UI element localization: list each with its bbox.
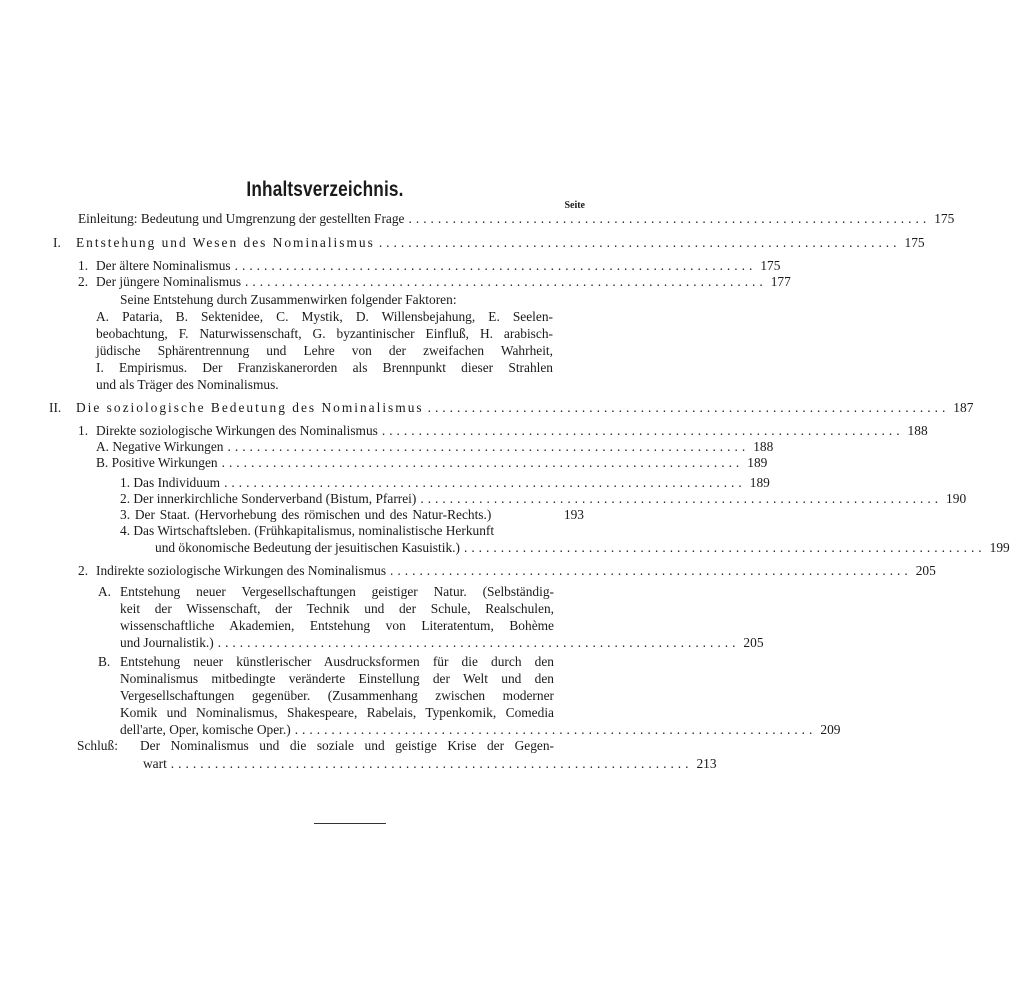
page-number: 175 [904,235,925,250]
leader-dots: ....................................................................... [170,756,693,771]
toc-entry-einleitung[interactable] [78,211,955,227]
leader-dots: ....................................................................... [294,722,817,737]
entry-text: A. Negative Wirkungen [96,439,224,454]
entry-text: Direkte soziologische Wirkungen des Nominalismus [96,423,378,438]
description-line: A. Pataria, B. Sektenidee, C. Mystik, D. Willensbejahung, E. Seelen- [96,309,553,324]
description-line: I. Empirismus. Der Franziskanerorden als Brennpunkt dieser Strahlen [96,360,553,375]
leader-dots: ....................................................................... [420,491,943,506]
leader-dots: ....................................................................... [408,211,931,226]
toc-entry-II-1[interactable] [96,423,928,439]
page-number: 188 [907,423,928,438]
toc-entry-schluss[interactable] [143,756,717,772]
entry-text: B. Positive Wirkungen [96,455,218,470]
page-number: 189 [747,455,768,470]
page-number: 205 [915,563,936,578]
leader-dots: ....................................................................... [224,475,746,490]
section-number-I: I. [53,235,61,250]
entry-text: und Journalistik.) [120,635,214,650]
entry-line: wissenschaftliche Akademien, Entstehung von Literatentum, Bohème [120,618,554,633]
entry-line: Entstehung neuer künstlerischer Ausdrucksformen für die durch den [120,654,554,669]
entry-label: Schluß: [77,738,118,753]
toc-entry-I-2[interactable] [96,274,791,290]
page-number: 193 [563,507,584,522]
toc-entry-II-1-B-1[interactable] [120,475,770,491]
entry-text: wart [143,756,167,771]
end-rule [314,823,386,824]
toc-entry-I[interactable] [76,235,925,251]
description-line: beobachtung, F. Naturwissenschaft, G. byzantinischer Einfluß, H. arabisch- [96,326,553,341]
entry-text: Indirekte soziologische Wirkungen des Nominalismus [96,563,387,578]
page-number: 187 [953,400,974,415]
description-first-line: Seine Entstehung durch Zusammenwirken folgender Faktoren: [120,292,457,307]
entry-text: Der jüngere Nominalismus [96,274,242,289]
page-number: 188 [753,439,774,454]
page-number: 213 [696,756,717,771]
entry-line: keit der Wissenschaft, der Technik und der Schule, Realschulen, [120,601,554,616]
leader-dots: ....................................................................... [381,423,904,438]
page-number: 175 [934,211,955,226]
entry-text: 3. Der Staat. (Hervorhebung des römischen und des Natur-Rechts.) [120,507,492,522]
toc-entry-II-2-B[interactable] [120,722,841,738]
entry-text: Die soziologische Bedeutung des Nominalismus [76,400,424,415]
toc-entry-I-1[interactable] [96,258,781,274]
toc-entry-II[interactable] [76,400,974,416]
entry-line: Komik und Nominalismus, Shakespeare, Rabelais, Typenkomik, Comedia [120,705,554,720]
toc-entry-II-1-B-4[interactable] [155,540,1010,556]
leader-dots: ....................................................................... [217,635,740,650]
entry-number: 2. [78,274,89,289]
leader-dots: ....................................................................... [227,439,750,454]
entry-label: A. [98,584,112,599]
entry-line: Vergesellschaftungen gegenüber. (Zusammenhang zwischen moderner [120,688,554,703]
toc-entry-II-2[interactable] [96,563,936,579]
entry-line: Nominalismus mitbedingte veränderte Einstellung der Welt und den [120,671,554,686]
entry-number: 1. [78,258,89,273]
entry-line: Entstehung neuer Vergesellschaftungen geistiger Natur. (Selbständig- [120,584,554,599]
leader-dots: ....................................................................... [221,455,744,470]
toc-entry-II-1-B[interactable] [96,455,768,471]
leader-dots: ....................................................................... [378,235,901,250]
entry-text: 1. Das Individuum [120,475,221,490]
page-number: 189 [749,475,770,490]
toc-entry-II-1-B-3[interactable] [120,507,584,523]
page-number: 205 [743,635,764,650]
seite-label: Seite [564,200,585,211]
description-line: jüdische Sphärentrennung und Lehre von der zweifachen Wahrheit, [96,343,553,358]
page-title: Inhaltsverzeichnis. [246,178,404,201]
entry-text: 2. Der innerkirchliche Sonderverband (Bistum, Pfarrei) [120,491,417,506]
page-number: 175 [760,258,781,273]
description-last-line: und als Träger des Nominalismus. [96,377,279,392]
leader-dots: ....................................................................... [463,540,986,555]
page-number: 177 [770,274,791,289]
page-number: 199 [989,540,1010,555]
toc-entry-II-1-B-2[interactable] [120,491,967,507]
page-number: 209 [820,722,841,737]
entry-number: 1. [78,423,89,438]
entry-number: 2. [78,563,89,578]
toc-entry-II-1-B-4-line1: 4. Das Wirtschaftsleben. (Frühkapitalismus, nominalistische Herkunft [120,523,495,538]
entry-line: Der Nominalismus und die soziale und geistige Krise der Gegen- [140,738,554,753]
entry-text: dell'arte, Oper, komische Oper.) [120,722,291,737]
toc-entry-II-1-A[interactable] [96,439,774,455]
leader-dots: ....................................................................... [245,274,767,289]
entry-text: Der ältere Nominalismus [96,258,231,273]
section-number-II: II. [49,400,62,415]
toc-entry-II-2-A[interactable] [120,635,764,651]
leader-dots: ....................................................................... [390,563,912,578]
page-number: 190 [946,491,967,506]
entry-label: B. [98,654,111,669]
entry-text: Entstehung und Wesen des Nominalismus [76,235,375,250]
entry-text: und ökonomische Bedeutung der jesuitischen Kasuistik.) [155,540,460,555]
entry-text: Einleitung: Bedeutung und Umgrenzung der gestellten Frage [78,211,405,226]
leader-dots: ....................................................................... [427,400,950,415]
leader-dots: ....................................................................... [234,258,757,273]
